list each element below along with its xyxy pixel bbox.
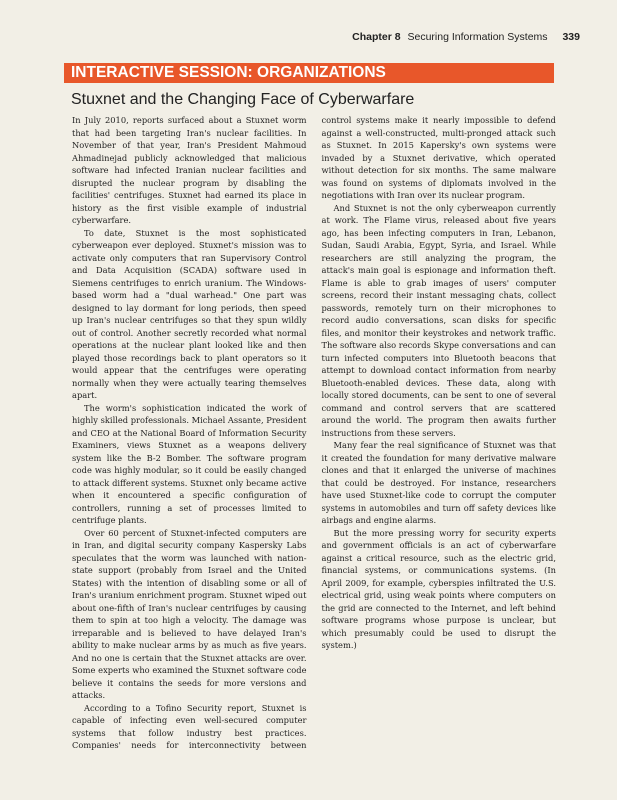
article-paragraph: In July 2010, reports surfaced about a Stuxnet worm that had been targeting Iran's nuclear facilities. In November of that year, Iran's President Mahmoud Ahmadinejad publicly acknowledged that malicious software had infected Iranian nuclear facilities and disrupted the nuclear program by disabling the facilities' centrifuges. Stuxnet had earned its place in history as the first visible example of industrial cyberwarfare. <box>72 115 307 225</box>
chapter-label: Chapter 8 <box>352 31 401 43</box>
article-paragraph: Many fear the real significance of Stuxnet was that it created the foundation for many derivative malware clones and that it enlarged the universe of machines that could be destroyed. For instance, researchers have used Stuxnet-like code to corrupt the computer systems in automobiles and turn off safety devices like airbags and engine alarms. <box>321 440 556 525</box>
page-number: 339 <box>562 31 580 43</box>
section-title: Securing Information Systems <box>407 31 548 43</box>
article-paragraph: Over 60 percent of Stuxnet-infected computers are in Iran, and digital security company Kaspersky Labs speculates that the worm was launched with nation-state support (probably from Israel and the United States) with the intention of disabling some or all of Iran's uranium enrichment program. Stuxnet wiped out about one-fifth of Iran's nuclear centrifuges by causing them to spin at too high a velocity. The damage was irreparable and is believed to have delayed Iran's ability to make nuclear arms by as much as five years. And no one is certain that the Stuxnet attacks are over. Some experts who examined the Stuxnet software code believe it contains the seeds for more versions and attacks. <box>72 527 307 700</box>
article-title: Stuxnet and the Changing Face of Cyberwarfare <box>71 91 415 108</box>
session-banner: INTERACTIVE SESSION: ORGANIZATIONS <box>64 63 554 83</box>
article-paragraph: To date, Stuxnet is the most sophisticated cyberweapon ever deployed. Stuxnet's mission was to activate only computers that ran Supervisory Control and Data Acquisition (SCADA) software used in Siemens centrifuges to enrich uranium. The Windows-based worm had a "dual warhead." One part was designed to lay dormant for long periods, then speed up Iran's nuclear centrifuges so that they spun wildly out of control. Another secretly recorded what normal operations at the nuclear plant looked like and then played those recordings back to plant operators so it would appear that the centrifuges were operating normally when they were actually tearing themselves apart. <box>72 227 307 400</box>
article-body <box>72 114 556 754</box>
article-paragraph: According to a Tofino Security report, Stuxnet is capable of infecting even well-secured computer systems that follow industry best practices. Companies' needs for interconnectivity between control systems make it nearly impossible to defend against a well-constructed, multi-pronged attack such as Stuxnet. In 2015 Kapersky's own systems were invaded by a Stuxnet derivative, which operated without detection for six months. The same malware was found on systems of diplomats involved in the negotiations with Iran over its nuclear program. <box>72 115 556 750</box>
article-paragraph: The worm's sophistication indicated the work of highly skilled professionals. Michael Assante, President and CEO at the National Board of Information Security Examiners, views Stuxnet as a weapons delivery system like the B-2 Bomber. The software program code was highly modular, so it could be easily changed to attack different systems. Stuxnet only became active when it encountered a specific configuration of controllers, running a set of processes limited to centrifuge plants. <box>72 402 307 525</box>
article-paragraph: But the more pressing worry for security experts and government officials is an act of cyberwarfare against a critical resource, such as the electric grid, financial systems, or communications systems. (In April 2009, for example, cyberspies infiltrated the U.S. electrical grid, using weak points where computers on the grid are connected to the Internet, and left behind software programs whose purpose is unclear, but which presumably could be used to disrupt the system.) <box>321 527 556 650</box>
running-header <box>352 31 580 43</box>
article-paragraph: And Stuxnet is not the only cyberweapon currently at work. The Flame virus, released about five years ago, has been infecting computers in Iran, Lebanon, Sudan, Saudi Arabia, Egypt, Syria, and Israel. While researchers are still analyzing the program, the attack's main goal is espionage and information theft. Flame is able to grab images of users' computer screens, record their instant messaging chats, collect passwords, remotely turn on their microphones to record audio conversations, scan disks for specific files, and monitor their keystrokes and network traffic. The software also records Skype conversations and can turn infected computers into Bluetooth beacons that attempt to download contact information from nearby Bluetooth-enabled devices. These data, along with locally stored documents, can be sent to one of several command and control servers that are scattered around the world. The program then awaits further instructions from these servers. <box>321 202 556 438</box>
